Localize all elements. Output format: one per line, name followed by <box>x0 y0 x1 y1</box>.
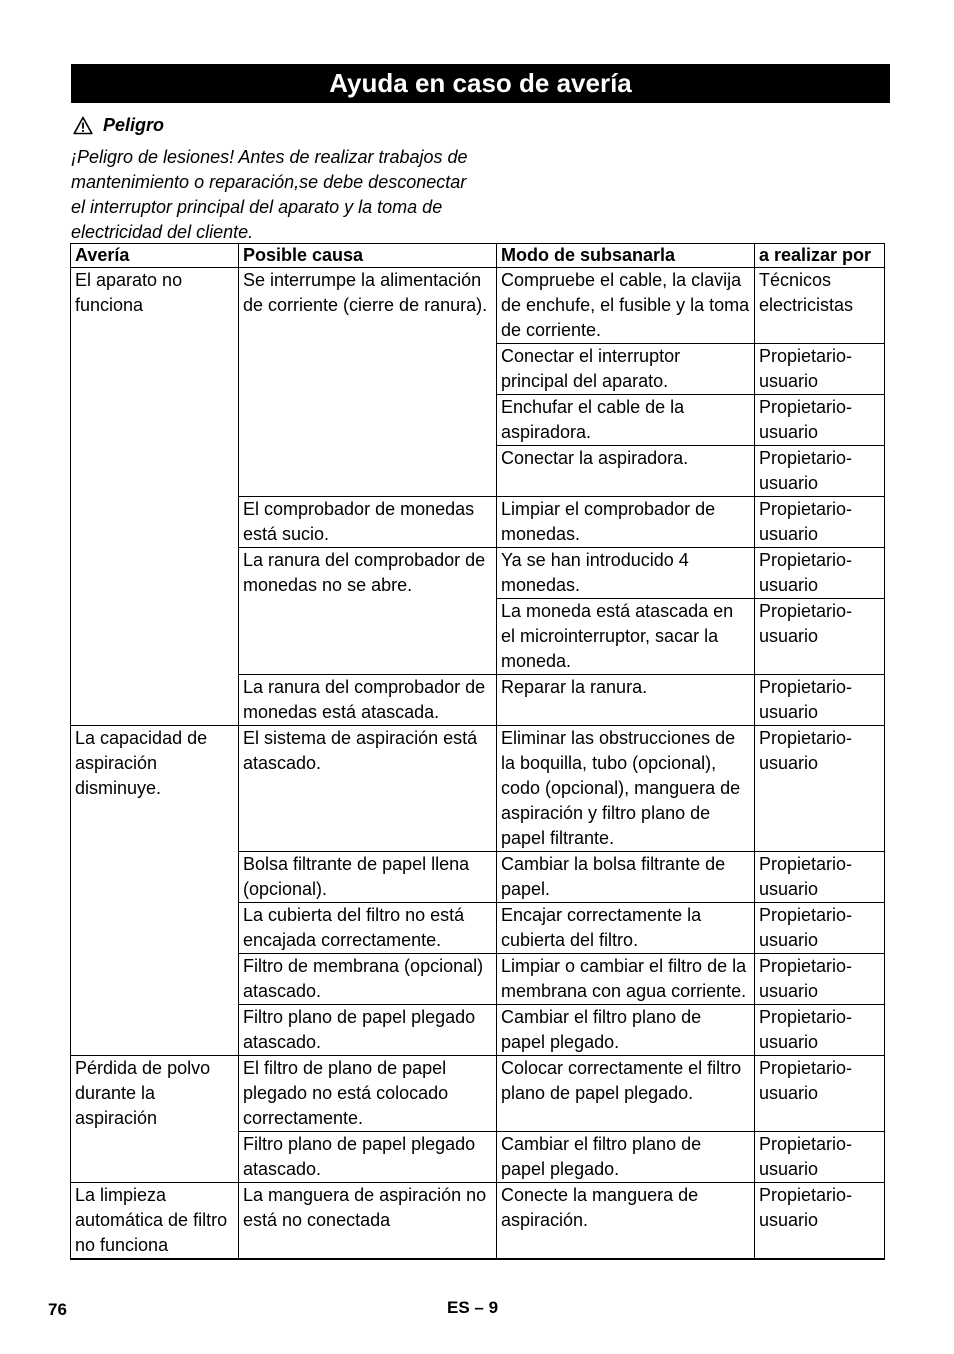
performed-by-cell: Propietario-usuario <box>755 548 885 599</box>
header-cause: Posible causa <box>239 244 497 268</box>
performed-by-cell: Propietario-usuario <box>755 726 885 852</box>
table-row <box>71 268 885 344</box>
page-title: Ayuda en caso de avería <box>71 64 890 103</box>
performed-by-cell: Propietario-usuario <box>755 954 885 1005</box>
remedy-cell: Encajar correctamente la cubierta del filtro. <box>497 903 755 954</box>
performed-by-cell: Propietario-usuario <box>755 675 885 726</box>
performed-by-cell: Propietario-usuario <box>755 1056 885 1132</box>
table-row <box>71 1056 885 1132</box>
table-body <box>71 268 885 1260</box>
performed-by-cell: Propietario-usuario <box>755 599 885 675</box>
header-performed-by: a realizar por <box>755 244 885 268</box>
cause-cell: Se interrumpe la alimentación de corriente (cierre de ranura). <box>239 268 497 497</box>
warning-heading-label: Peligro <box>103 115 165 135</box>
remedy-cell: Eliminar las obstrucciones de la boquilla, tubo (opcional), codo (opcional), manguera de aspiración y filtro plano de papel filtrante. <box>497 726 755 852</box>
warning-triangle-icon <box>73 116 93 135</box>
table-row <box>71 1183 885 1260</box>
remedy-cell: Reparar la ranura. <box>497 675 755 726</box>
remedy-cell: Limpiar el comprobador de monedas. <box>497 497 755 548</box>
cause-cell: Filtro plano de papel plegado atascado. <box>239 1132 497 1183</box>
performed-by-cell: Propietario-usuario <box>755 852 885 903</box>
performed-by-cell: Propietario-usuario <box>755 446 885 497</box>
performed-by-cell: Propietario-usuario <box>755 1132 885 1183</box>
troubleshooting-table <box>70 243 885 1260</box>
remedy-cell: Compruebe el cable, la clavija de enchufe, el fusible y la toma de corriente. <box>497 268 755 344</box>
header-remedy: Modo de subsanarla <box>497 244 755 268</box>
remedy-cell: Conecte la manguera de aspiración. <box>497 1183 755 1260</box>
warning-text: ¡Peligro de lesiones! Antes de realizar trabajos de mantenimiento o reparación,se debe desconectar el interruptor principal del aparato y la toma de electricidad del cliente. <box>71 147 468 242</box>
performed-by-cell: Propietario-usuario <box>755 1005 885 1056</box>
performed-by-cell: Propietario-usuario <box>755 395 885 446</box>
fault-cell: La capacidad de aspiración disminuye. <box>71 726 239 1056</box>
cause-cell: La cubierta del filtro no está encajada correctamente. <box>239 903 497 954</box>
fault-cell: El aparato no funciona <box>71 268 239 726</box>
cause-cell: La manguera de aspiración no está no conectada <box>239 1183 497 1260</box>
remedy-cell: Colocar correctamente el filtro plano de papel plegado. <box>497 1056 755 1132</box>
performed-by-cell: Propietario-usuario <box>755 903 885 954</box>
header-fault: Avería <box>71 244 239 268</box>
cause-cell: La ranura del comprobador de monedas no se abre. <box>239 548 497 675</box>
language-page-label: ES – 9 <box>447 1298 499 1317</box>
remedy-cell: La moneda está atascada en el microinterruptor, sacar la moneda. <box>497 599 755 675</box>
cause-cell: El sistema de aspiración está atascado. <box>239 726 497 852</box>
warning-heading <box>73 113 164 137</box>
remedy-cell: Ya se han introducido 4 monedas. <box>497 548 755 599</box>
page-number: 76 <box>48 1300 67 1319</box>
table-header-row <box>71 244 885 268</box>
remedy-cell: Limpiar o cambiar el filtro de la membrana con agua corriente. <box>497 954 755 1005</box>
fault-cell: La limpieza automática de filtro no funciona <box>71 1183 239 1260</box>
remedy-cell: Conectar la aspiradora. <box>497 446 755 497</box>
remedy-cell: Cambiar la bolsa filtrante de papel. <box>497 852 755 903</box>
table-row <box>71 726 885 852</box>
remedy-cell: Cambiar el filtro plano de papel plegado. <box>497 1132 755 1183</box>
cause-cell: Filtro plano de papel plegado atascado. <box>239 1005 497 1056</box>
cause-cell: Bolsa filtrante de papel llena (opcional). <box>239 852 497 903</box>
fault-cell: Pérdida de polvo durante la aspiración <box>71 1056 239 1183</box>
remedy-cell: Cambiar el filtro plano de papel plegado. <box>497 1005 755 1056</box>
performed-by-cell: Propietario-usuario <box>755 497 885 548</box>
performed-by-cell: Propietario-usuario <box>755 1183 885 1260</box>
performed-by-cell: Técnicos electricistas <box>755 268 885 344</box>
cause-cell: La ranura del comprobador de monedas está atascada. <box>239 675 497 726</box>
cause-cell: Filtro de membrana (opcional) atascado. <box>239 954 497 1005</box>
remedy-cell: Conectar el interruptor principal del aparato. <box>497 344 755 395</box>
remedy-cell: Enchufar el cable de la aspiradora. <box>497 395 755 446</box>
performed-by-cell: Propietario-usuario <box>755 344 885 395</box>
cause-cell: El filtro de plano de papel plegado no está colocado correctamente. <box>239 1056 497 1132</box>
cause-cell: El comprobador de monedas está sucio. <box>239 497 497 548</box>
